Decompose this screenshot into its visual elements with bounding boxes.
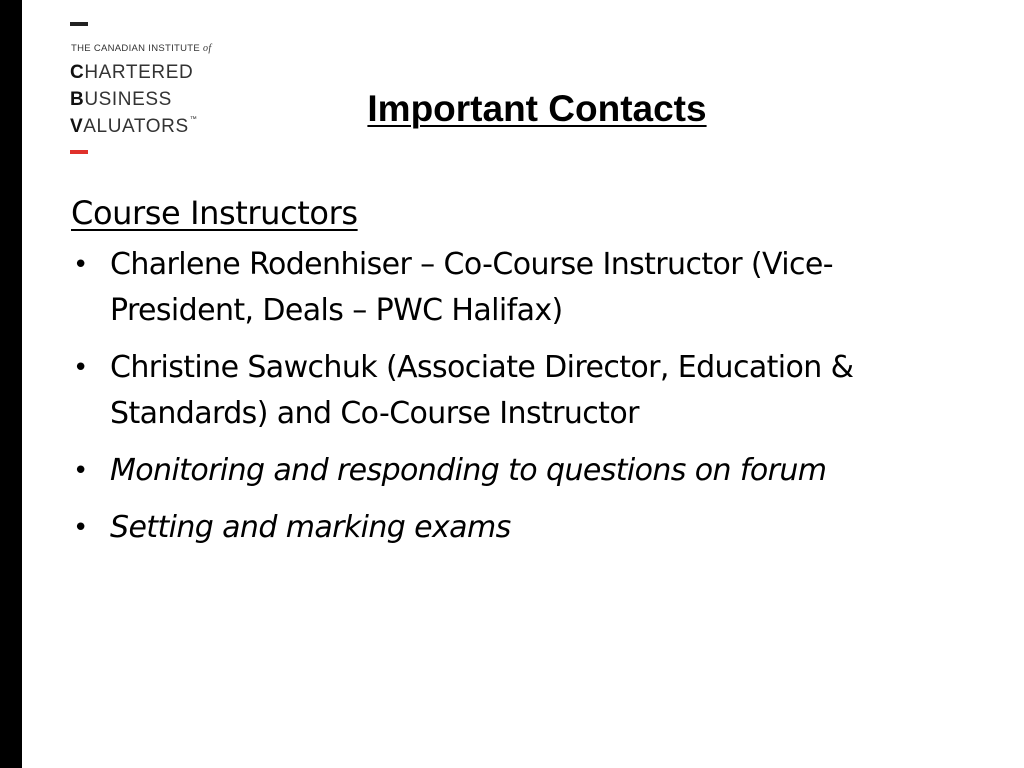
bullet-list xyxy=(71,242,961,551)
logo-initial-v: V xyxy=(70,116,84,137)
logo-of-text: of xyxy=(203,43,212,54)
slide-content xyxy=(71,190,961,562)
list-item-text: Christine Sawchuk (Associate Director, Education & Standards) and Co-Course Instructor xyxy=(110,350,854,431)
bullet-icon: • xyxy=(73,456,88,486)
trademark-symbol: ™ xyxy=(189,116,198,123)
list-item xyxy=(71,242,961,334)
logo-initial-c: C xyxy=(70,62,85,83)
list-item xyxy=(71,345,961,437)
logo-institute-line xyxy=(71,43,211,54)
list-item xyxy=(71,448,961,494)
logo-initial-b: B xyxy=(70,89,85,110)
bullet-icon: • xyxy=(73,250,88,280)
bullet-icon: • xyxy=(73,353,88,383)
logo-word-rest: ALUATORS xyxy=(83,116,189,137)
section-heading: Course Instructors xyxy=(71,194,358,232)
list-item-text: Monitoring and responding to questions on forum xyxy=(110,453,827,488)
logo-word-rest: USINESS xyxy=(84,89,172,110)
logo-bottom-dash xyxy=(70,150,88,154)
logo-word-chartered xyxy=(70,62,193,84)
logo-top-dash xyxy=(70,22,88,26)
bullet-icon: • xyxy=(73,513,88,543)
logo-institute-text: THE CANADIAN INSTITUTE xyxy=(71,43,201,54)
list-item-text: Charlene Rodenhiser – Co-Course Instructor (Vice-President, Deals – PWC Halifax) xyxy=(110,247,834,328)
list-item xyxy=(71,505,961,551)
logo-word-rest: HARTERED xyxy=(84,62,194,83)
list-item-text: Setting and marking exams xyxy=(110,510,511,545)
slide-title: Important Contacts xyxy=(367,88,707,129)
